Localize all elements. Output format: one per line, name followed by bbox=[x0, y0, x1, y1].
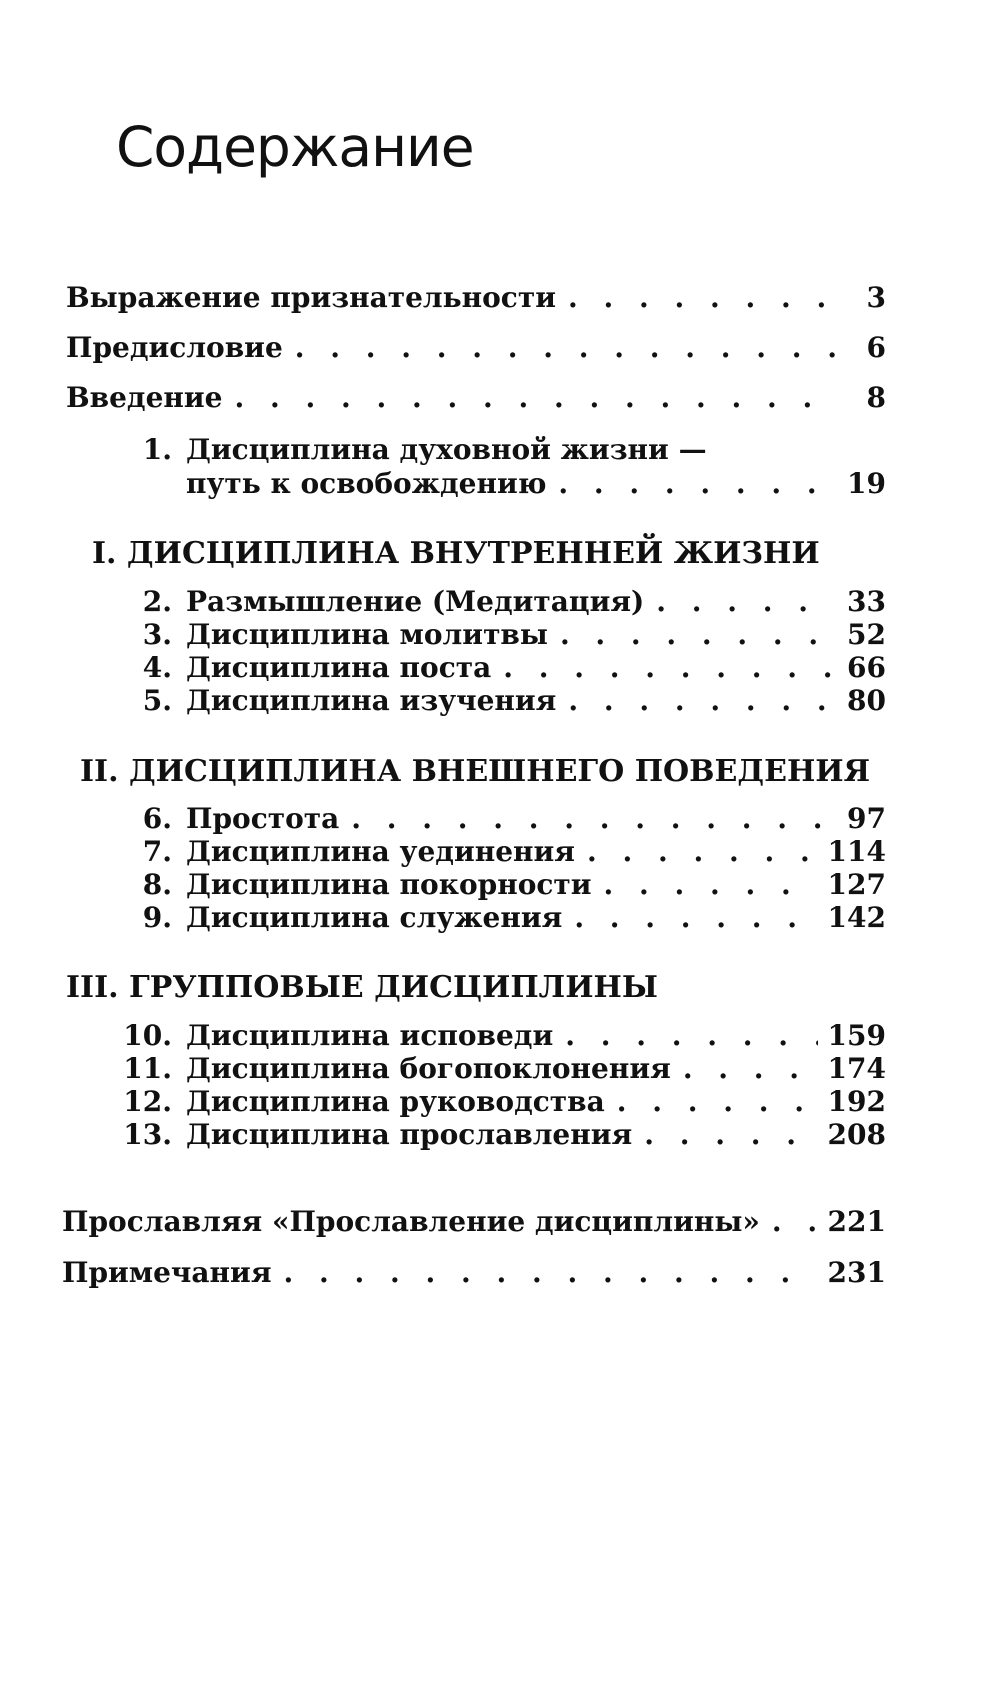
toc-entry-label: путь к освобождению bbox=[186, 467, 547, 500]
chapter-number: 13. bbox=[123, 1118, 172, 1151]
dot-leader bbox=[235, 376, 837, 420]
toc-chapter-1-line2[interactable] bbox=[186, 462, 886, 506]
chapter-number: 10. bbox=[123, 1019, 172, 1052]
toc-entry-label: Дисциплина исповеди bbox=[186, 1019, 554, 1052]
toc-entry-label: Дисциплина молитвы bbox=[186, 618, 548, 651]
toc-page-number: 52 bbox=[847, 618, 886, 651]
toc-entry-acknowledgements[interactable] bbox=[66, 276, 886, 320]
toc-page-number: 8 bbox=[866, 381, 886, 414]
toc-entry-label: Выражение признательности bbox=[66, 281, 556, 314]
toc-entry-label: Примечания bbox=[62, 1256, 272, 1289]
toc-page-number: 231 bbox=[827, 1256, 886, 1289]
toc-page-number: 80 bbox=[847, 684, 886, 717]
toc-page-number: 6 bbox=[866, 331, 886, 364]
toc-page-number: 174 bbox=[827, 1052, 886, 1085]
toc-entry-label: Дисциплина духовной жизни — bbox=[186, 433, 707, 466]
toc-entry-label: Дисциплина богопоклонения bbox=[186, 1052, 671, 1085]
dot-leader bbox=[644, 1113, 817, 1157]
toc-entry-label: Прославляя «Прославление дисциплины» bbox=[62, 1205, 760, 1238]
chapter-number: 7. bbox=[142, 835, 172, 868]
toc-entry-label: Дисциплина покорности bbox=[186, 868, 592, 901]
toc-entry-label: Дисциплина уединения bbox=[186, 835, 575, 868]
part-heading-1: I. ДИСЦИПЛИНА ВНУТРЕННЕЙ ЖИЗНИ bbox=[92, 536, 820, 571]
chapter-number: 11. bbox=[123, 1052, 172, 1085]
dot-leader bbox=[574, 896, 817, 940]
chapter-number: 4. bbox=[142, 651, 172, 684]
toc-page-number: 221 bbox=[827, 1205, 886, 1238]
toc-entry-label: Дисциплина руководства bbox=[186, 1085, 605, 1118]
dot-leader bbox=[568, 276, 836, 320]
chapter-number: 3. bbox=[142, 618, 172, 651]
toc-entry-label: Размышление (Медитация) bbox=[186, 585, 645, 618]
chapter-number: 6. bbox=[142, 802, 172, 835]
toc-page-number: 3 bbox=[866, 281, 886, 314]
toc-page-number: 19 bbox=[847, 467, 886, 500]
toc-entry-notes[interactable] bbox=[62, 1251, 886, 1295]
dot-leader bbox=[568, 679, 836, 723]
toc-entry-label: Простота bbox=[186, 802, 340, 835]
dot-leader bbox=[284, 1251, 818, 1295]
toc-page-number: 142 bbox=[827, 901, 886, 934]
chapter-number: 5. bbox=[142, 684, 172, 717]
toc-page-number: 114 bbox=[827, 835, 886, 868]
toc-page-number: 208 bbox=[827, 1118, 886, 1151]
dot-leader bbox=[558, 462, 836, 506]
chapter-number: 12. bbox=[123, 1085, 172, 1118]
toc-page-number: 66 bbox=[847, 651, 886, 684]
part-heading-3: III. ГРУППОВЫЕ ДИСЦИПЛИНЫ bbox=[66, 970, 658, 1005]
toc-chapter-5[interactable] bbox=[130, 679, 886, 723]
dot-leader bbox=[772, 1200, 818, 1244]
toc-chapter-13[interactable] bbox=[120, 1113, 886, 1157]
toc-entry-label: Дисциплина поста bbox=[186, 651, 492, 684]
dot-leader bbox=[295, 326, 836, 370]
toc-entry-label: Предисловие bbox=[66, 331, 283, 364]
part-heading-2: II. ДИСЦИПЛИНА ВНЕШНЕГО ПОВЕДЕНИЯ bbox=[80, 754, 871, 789]
toc-entry-label: Дисциплина изучения bbox=[186, 684, 557, 717]
chapter-number: 9. bbox=[142, 901, 172, 934]
toc-page-number: 33 bbox=[847, 585, 886, 618]
toc-entry-label: Дисциплина прославления bbox=[186, 1118, 633, 1151]
toc-page-number: 97 bbox=[847, 802, 886, 835]
toc-page-number: 192 bbox=[827, 1085, 886, 1118]
chapter-number: 1. bbox=[142, 433, 172, 466]
toc-entry-label: Дисциплина служения bbox=[186, 901, 563, 934]
toc-page-number: 127 bbox=[827, 868, 886, 901]
chapter-number: 2. bbox=[142, 585, 172, 618]
toc-entry-preface[interactable] bbox=[66, 326, 886, 370]
toc-page-number: 159 bbox=[827, 1019, 886, 1052]
toc-entry-label: Введение bbox=[66, 381, 223, 414]
toc-entry-celebrating[interactable] bbox=[62, 1200, 886, 1244]
toc-entry-introduction[interactable] bbox=[66, 376, 886, 420]
toc-chapter-9[interactable] bbox=[130, 896, 886, 940]
chapter-number: 8. bbox=[142, 868, 172, 901]
page-title: Содержание bbox=[116, 115, 474, 179]
